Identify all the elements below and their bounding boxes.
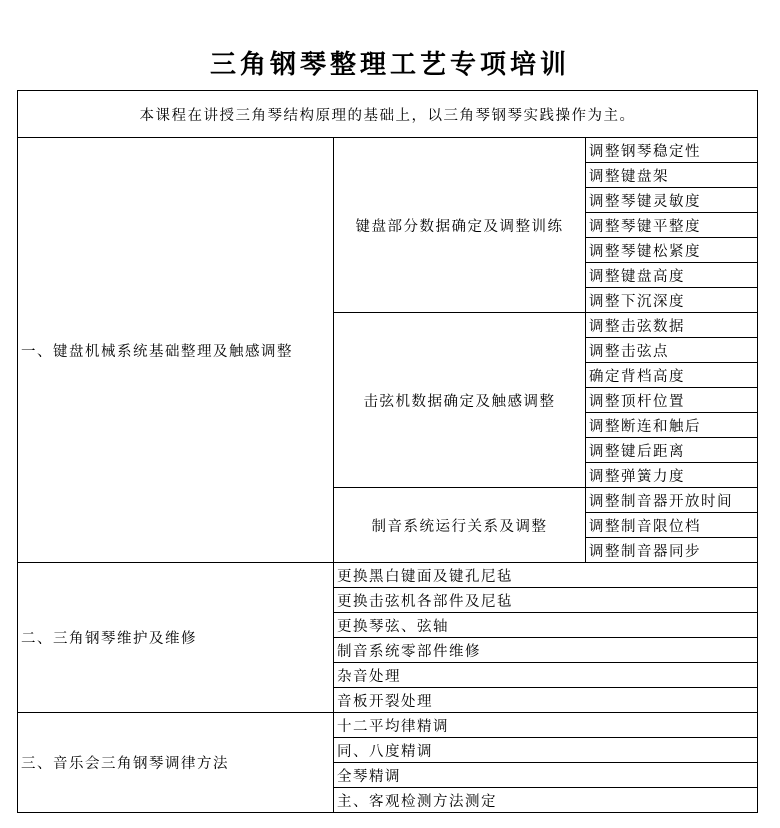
section-label: 一、键盘机械系统基础整理及触感调整 (18, 138, 334, 563)
group-label: 击弦机数据确定及触感调整 (334, 313, 586, 488)
item-cell: 杂音处理 (334, 663, 758, 688)
intro-text: 本课程在讲授三角琴结构原理的基础上，以三角琴钢琴实践操作为主。 (18, 91, 758, 138)
item-cell: 调整琴键松紧度 (586, 238, 758, 263)
item-cell: 全琴精调 (334, 763, 758, 788)
item-cell: 调整键后距离 (586, 438, 758, 463)
group-label: 制音系统运行关系及调整 (334, 488, 586, 563)
item-cell: 调整弹簧力度 (586, 463, 758, 488)
section-label: 二、三角钢琴维护及维修 (18, 563, 334, 713)
item-cell: 音板开裂处理 (334, 688, 758, 713)
item-cell: 调整下沉深度 (586, 288, 758, 313)
item-cell: 更换击弦机各部件及尼毡 (334, 588, 758, 613)
table-row (18, 713, 758, 738)
item-cell: 十二平均律精调 (334, 713, 758, 738)
item-cell: 主、客观检测方法测定 (334, 788, 758, 813)
item-cell: 调整钢琴稳定性 (586, 138, 758, 163)
item-cell: 调整琴键灵敏度 (586, 188, 758, 213)
table-row (18, 563, 758, 588)
item-cell: 调整键盘高度 (586, 263, 758, 288)
table-row (18, 138, 758, 163)
item-cell: 调整击弦点 (586, 338, 758, 363)
item-cell: 制音系统零部件维修 (334, 638, 758, 663)
page-title: 三角钢琴整理工艺专项培训 (209, 50, 570, 80)
item-cell: 调整键盘架 (586, 163, 758, 188)
item-cell: 调整断连和触后 (586, 413, 758, 438)
item-cell: 同、八度精调 (334, 738, 758, 763)
item-cell: 调整击弦数据 (586, 313, 758, 338)
training-table (17, 90, 758, 813)
item-cell: 更换黑白键面及键孔尼毡 (334, 563, 758, 588)
item-cell: 调整顶杆位置 (586, 388, 758, 413)
item-cell: 调整琴键平整度 (586, 213, 758, 238)
section-label: 三、音乐会三角钢琴调律方法 (18, 713, 334, 813)
item-cell: 调整制音限位档 (586, 513, 758, 538)
item-cell: 确定背档高度 (586, 363, 758, 388)
item-cell: 更换琴弦、弦轴 (334, 613, 758, 638)
item-cell: 调整制音器同步 (586, 538, 758, 563)
group-label: 键盘部分数据确定及调整训练 (334, 138, 586, 313)
item-cell: 调整制音器开放时间 (586, 488, 758, 513)
intro-row (18, 91, 758, 138)
